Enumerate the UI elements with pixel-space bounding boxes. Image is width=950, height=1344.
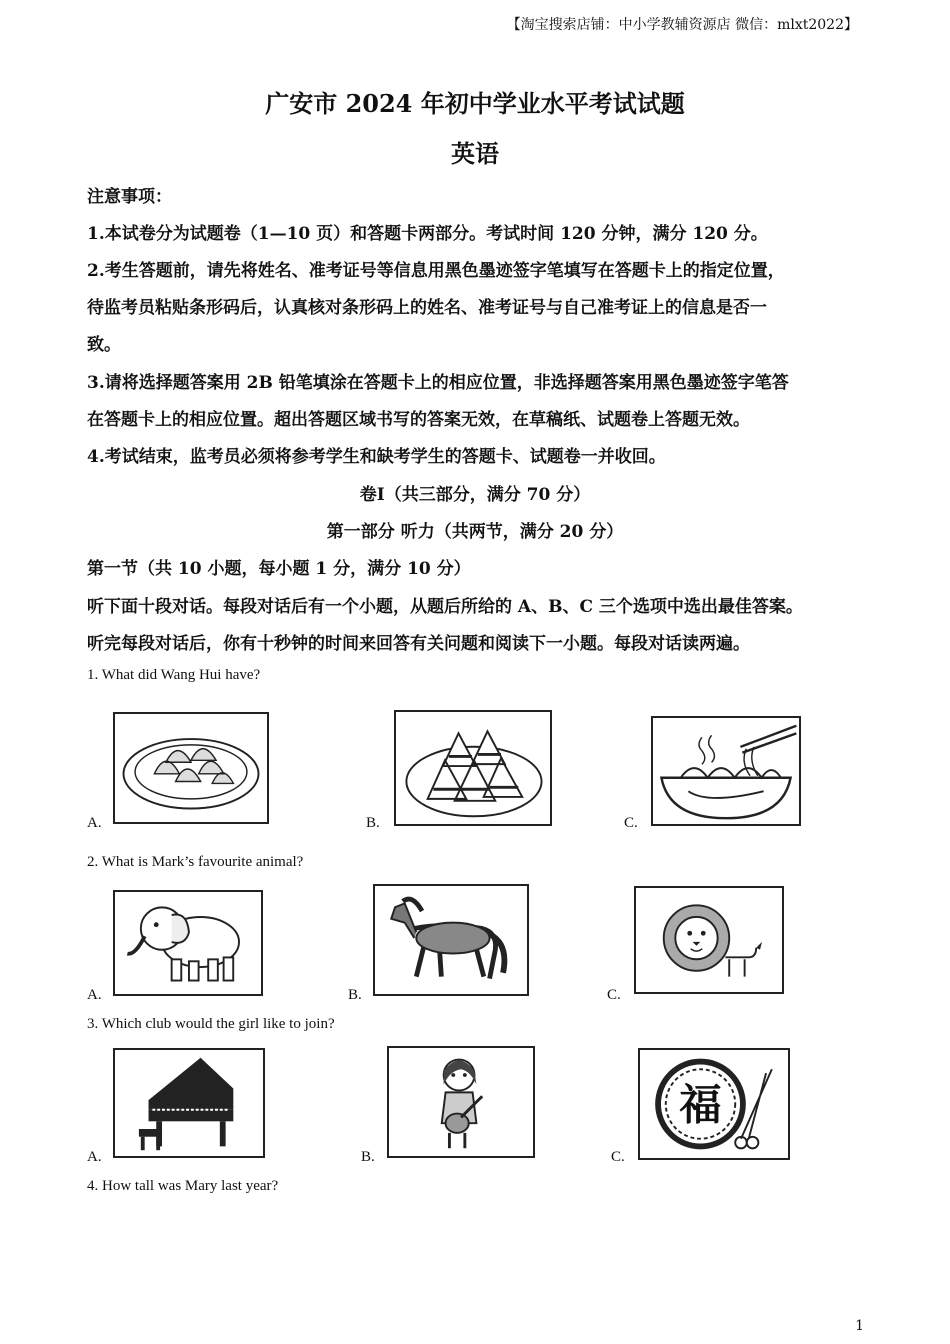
- option-a[interactable]: A.: [87, 987, 102, 1003]
- option-c[interactable]: C.: [624, 815, 638, 831]
- notice-line: 3.请将选择题答案用 2B 铅笔填涂在答题卡上的相应位置，非选择题答案用黑色墨迹签字笔答: [87, 373, 789, 393]
- horse-icon: [373, 884, 529, 996]
- zongzi-icon: [394, 710, 552, 826]
- noodles-icon: [651, 716, 801, 826]
- exam-title: 广安市 2024 年初中学业水平考试试题: [265, 89, 685, 118]
- part-heading: 第一部分 听力（共两节，满分 20 分）: [326, 522, 624, 542]
- notice-heading: 注意事项：: [87, 187, 172, 207]
- header-note: 【淘宝搜索店铺：中小学教辅资源店 微信：mlxt2022】: [506, 17, 858, 33]
- page-number: 1: [855, 1318, 864, 1334]
- volume-heading: 卷Ⅰ（共三部分，满分 70 分）: [359, 485, 591, 505]
- question-1: 1. What did Wang Hui have?: [87, 667, 261, 683]
- notice-line: 4.考试结束，监考员必须将参考学生和缺考学生的答题卡、试题卷一并收回。: [87, 447, 666, 467]
- notice-line: 1.本试卷分为试题卷（1—10 页）和答题卡两部分。考试时间 120 分钟，满分 120 分。: [87, 224, 768, 244]
- notice-line: 2.考生答题前，请先将姓名、准考证号等信息用黑色墨迹签字笔填写在答题卡上的指定位置，: [87, 261, 785, 281]
- option-c[interactable]: C.: [611, 1149, 625, 1165]
- dumplings-icon: [113, 712, 269, 824]
- instruction-line: 听下面十段对话。每段对话后有一个小题，从题后所给的 A、B、C 三个选项中选出最佳答案。: [87, 597, 803, 617]
- option-b[interactable]: B.: [348, 987, 362, 1003]
- notice-line: 在答题卡上的相应位置。超出答题区域书写的答案无效，在草稿纸、试题卷上答题无效。: [87, 410, 750, 430]
- option-b[interactable]: B.: [366, 815, 380, 831]
- guitar-girl-icon: [387, 1046, 535, 1158]
- lion-icon: [634, 886, 784, 994]
- option-a[interactable]: A.: [87, 1149, 102, 1165]
- elephant-icon: [113, 890, 263, 996]
- question-2: 2. What is Mark’s favourite animal?: [87, 854, 304, 870]
- fu-character: 福: [679, 1081, 722, 1131]
- exam-subject: 英语: [451, 139, 499, 168]
- option-b[interactable]: B.: [361, 1149, 375, 1165]
- paper-cutting-icon: [638, 1048, 790, 1160]
- option-a[interactable]: A.: [87, 815, 102, 831]
- section-heading: 第一节（共 10 小题，每小题 1 分，满分 10 分）: [87, 559, 471, 579]
- piano-icon: [113, 1048, 265, 1158]
- option-c[interactable]: C.: [607, 987, 621, 1003]
- question-3: 3. Which club would the girl like to join?: [87, 1016, 335, 1032]
- notice-line: 待监考员粘贴条形码后，认真核对条形码上的姓名、准考证号与自己准考证上的信息是否一: [87, 298, 767, 318]
- instruction-line: 听完每段对话后，你有十秒钟的时间来回答有关问题和阅读下一小题。每段对话读两遍。: [87, 634, 750, 654]
- notice-line: 致。: [87, 335, 121, 355]
- question-4: 4. How tall was Mary last year?: [87, 1178, 279, 1194]
